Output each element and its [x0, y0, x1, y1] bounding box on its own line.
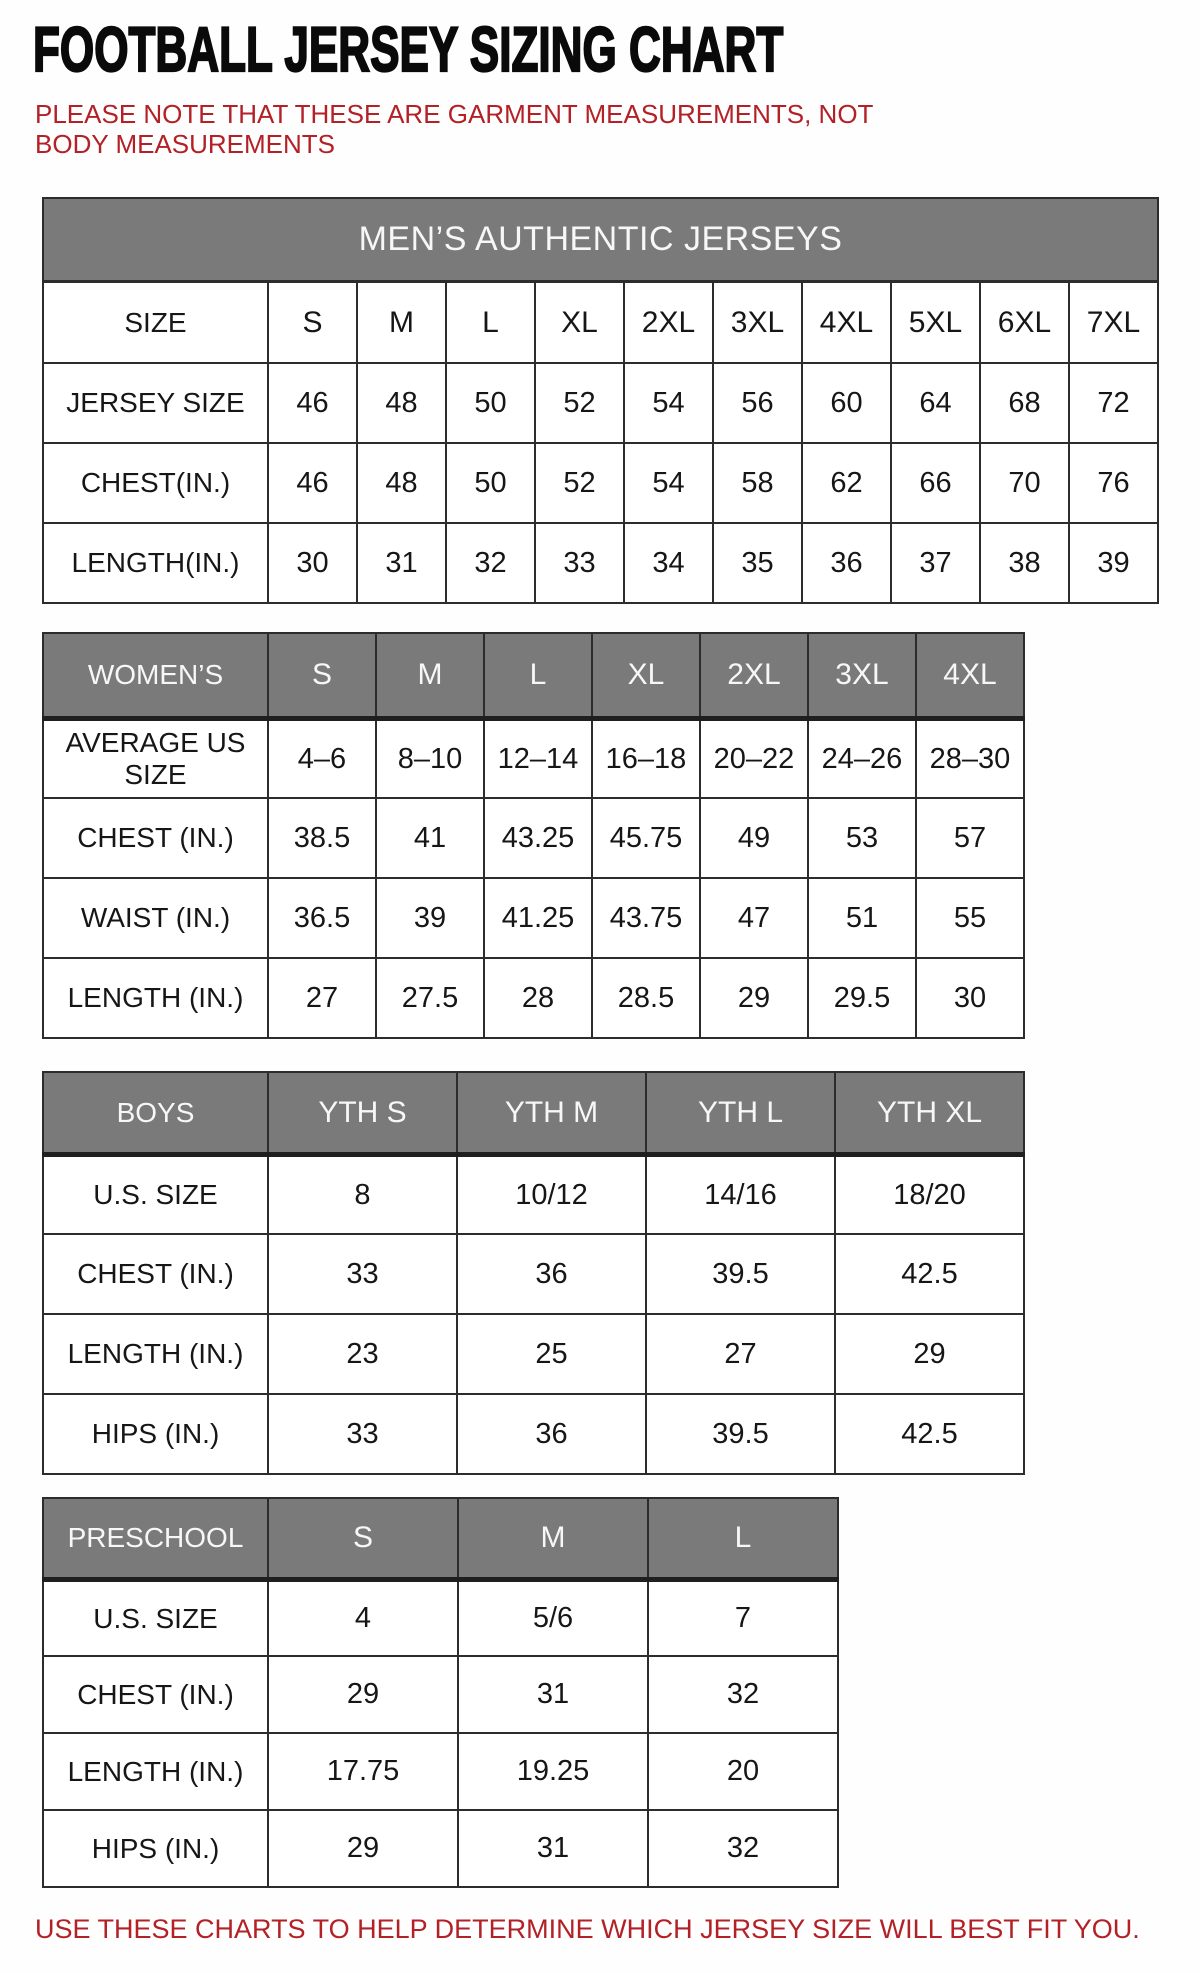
measurement-value: 46	[268, 443, 357, 523]
measurement-value: 60	[802, 363, 891, 443]
measurement-label: LENGTH (IN.)	[43, 958, 268, 1038]
measurement-value: 28	[484, 958, 592, 1038]
measurement-value: 20	[648, 1733, 838, 1810]
measurement-value: 41.25	[484, 878, 592, 958]
page-title: FOOTBALL JERSEY SIZING CHART	[33, 14, 784, 85]
measurement-value: 33	[535, 523, 624, 603]
measurement-value: 43.75	[592, 878, 700, 958]
size-column-header: L	[648, 1498, 838, 1579]
measurement-value: 72	[1069, 363, 1158, 443]
measurement-value: 24–26	[808, 718, 916, 798]
size-column-header: YTH M	[457, 1072, 646, 1154]
measurement-value: 37	[891, 523, 980, 603]
boys-data-row	[43, 1314, 1024, 1394]
measurement-label: WAIST (IN.)	[43, 878, 268, 958]
measurement-value: 33	[268, 1234, 457, 1314]
measurement-value: 17.75	[268, 1733, 458, 1810]
measurement-value: 38.5	[268, 798, 376, 878]
measurement-value: 54	[624, 363, 713, 443]
measurement-value: 8	[268, 1154, 457, 1234]
boys-data-row	[43, 1394, 1024, 1474]
measurement-value: 57	[916, 798, 1024, 878]
measurement-value: 47	[700, 878, 808, 958]
measurement-value: 48	[357, 363, 446, 443]
measurement-value: 28–30	[916, 718, 1024, 798]
measurement-value: 23	[268, 1314, 457, 1394]
measurement-value: 19.25	[458, 1733, 648, 1810]
size-column-header: 3XL	[713, 281, 802, 363]
preschool-data-row	[43, 1733, 838, 1810]
mens-group-label: SIZE	[43, 281, 268, 363]
measurement-value: 29	[835, 1314, 1024, 1394]
womens-group-label: WOMEN’S	[43, 633, 268, 718]
measurement-value: 29.5	[808, 958, 916, 1038]
size-column-header: S	[268, 633, 376, 718]
footer-note: USE THESE CHARTS TO HELP DETERMINE WHICH JERSEY SIZE WILL BEST FIT YOU.	[35, 1914, 1140, 1945]
measurement-value: 8–10	[376, 718, 484, 798]
measurement-value: 32	[648, 1810, 838, 1887]
size-column-header: YTH S	[268, 1072, 457, 1154]
measurement-value: 33	[268, 1394, 457, 1474]
measurement-value: 27	[646, 1314, 835, 1394]
measurement-value: 50	[446, 363, 535, 443]
measurement-label: JERSEY SIZE	[43, 363, 268, 443]
size-column-header: 7XL	[1069, 281, 1158, 363]
mens-data-row	[43, 443, 1158, 523]
measurement-value: 27.5	[376, 958, 484, 1038]
measurement-value: 30	[268, 523, 357, 603]
mens-header-row	[43, 281, 1158, 363]
measurement-value: 55	[916, 878, 1024, 958]
preschool-header-row	[43, 1498, 838, 1579]
size-column-header: 3XL	[808, 633, 916, 718]
mens-data-row	[43, 363, 1158, 443]
measurement-value: 42.5	[835, 1234, 1024, 1314]
measurement-label: LENGTH (IN.)	[43, 1314, 268, 1394]
size-column-header: 4XL	[916, 633, 1024, 718]
measurement-value: 54	[624, 443, 713, 523]
measurement-value: 52	[535, 443, 624, 523]
size-column-header: L	[484, 633, 592, 718]
size-column-header: S	[268, 1498, 458, 1579]
measurement-value: 41	[376, 798, 484, 878]
measurement-value: 62	[802, 443, 891, 523]
preschool-group-label: PRESCHOOL	[43, 1498, 268, 1579]
size-column-header: L	[446, 281, 535, 363]
measurement-value: 18/20	[835, 1154, 1024, 1234]
womens-data-row	[43, 718, 1024, 798]
measurement-label: HIPS (IN.)	[43, 1810, 268, 1887]
measurement-value: 25	[457, 1314, 646, 1394]
measurement-value: 20–22	[700, 718, 808, 798]
measurement-value: 31	[458, 1656, 648, 1733]
measurement-value: 48	[357, 443, 446, 523]
mens-sizing-table	[42, 197, 1159, 604]
measurement-value: 39.5	[646, 1234, 835, 1314]
preschool-data-row	[43, 1579, 838, 1656]
measurement-value: 58	[713, 443, 802, 523]
mens-banner-title: MEN’S AUTHENTIC JERSEYS	[43, 198, 1158, 281]
measurement-label: HIPS (IN.)	[43, 1394, 268, 1474]
womens-table-section	[0, 632, 1200, 1039]
measurement-value: 35	[713, 523, 802, 603]
boys-data-row	[43, 1154, 1024, 1234]
measurement-value: 29	[268, 1810, 458, 1887]
boys-header-row	[43, 1072, 1024, 1154]
womens-header-row	[43, 633, 1024, 718]
measurement-value: 36	[457, 1234, 646, 1314]
measurement-value: 45.75	[592, 798, 700, 878]
measurement-value: 30	[916, 958, 1024, 1038]
measurement-value: 76	[1069, 443, 1158, 523]
measurement-value: 4	[268, 1579, 458, 1656]
measurement-value: 52	[535, 363, 624, 443]
measurement-value: 31	[357, 523, 446, 603]
size-column-header: M	[376, 633, 484, 718]
measurement-value: 46	[268, 363, 357, 443]
size-column-header: 6XL	[980, 281, 1069, 363]
size-column-header: 5XL	[891, 281, 980, 363]
measurement-label: CHEST (IN.)	[43, 1656, 268, 1733]
measurement-value: 32	[446, 523, 535, 603]
measurement-value: 66	[891, 443, 980, 523]
mens-banner-row	[43, 198, 1158, 281]
boys-sizing-table	[42, 1071, 1025, 1475]
boys-table-section	[0, 1071, 1200, 1475]
measurement-value: 49	[700, 798, 808, 878]
measurement-value: 64	[891, 363, 980, 443]
measurement-value: 70	[980, 443, 1069, 523]
measurement-label: LENGTH(IN.)	[43, 523, 268, 603]
mens-table-section	[0, 197, 1200, 604]
size-column-header: 2XL	[624, 281, 713, 363]
preschool-data-row	[43, 1810, 838, 1887]
measurement-value: 16–18	[592, 718, 700, 798]
measurement-value: 36	[802, 523, 891, 603]
womens-sizing-table	[42, 632, 1025, 1039]
size-column-header: S	[268, 281, 357, 363]
measurement-value: 7	[648, 1579, 838, 1656]
mens-data-row	[43, 523, 1158, 603]
measurement-value: 10/12	[457, 1154, 646, 1234]
size-column-header: 4XL	[802, 281, 891, 363]
measurement-label: U.S. SIZE	[43, 1154, 268, 1234]
womens-data-row	[43, 958, 1024, 1038]
measurement-value: 29	[700, 958, 808, 1038]
size-column-header: 2XL	[700, 633, 808, 718]
measurement-label: U.S. SIZE	[43, 1579, 268, 1656]
measurement-value: 14/16	[646, 1154, 835, 1234]
measurement-value: 50	[446, 443, 535, 523]
garment-measurement-note: PLEASE NOTE THAT THESE ARE GARMENT MEASUREMENTS, NOT BODY MEASUREMENTS	[35, 99, 873, 160]
measurement-value: 39	[376, 878, 484, 958]
preschool-table-section	[0, 1497, 1200, 1888]
measurement-value: 56	[713, 363, 802, 443]
measurement-value: 42.5	[835, 1394, 1024, 1474]
measurement-value: 32	[648, 1656, 838, 1733]
measurement-value: 5/6	[458, 1579, 648, 1656]
measurement-value: 4–6	[268, 718, 376, 798]
womens-data-row	[43, 878, 1024, 958]
measurement-value: 38	[980, 523, 1069, 603]
size-column-header: XL	[592, 633, 700, 718]
measurement-value: 29	[268, 1656, 458, 1733]
measurement-value: 27	[268, 958, 376, 1038]
measurement-value: 39	[1069, 523, 1158, 603]
measurement-value: 68	[980, 363, 1069, 443]
measurement-label: CHEST(IN.)	[43, 443, 268, 523]
size-column-header: XL	[535, 281, 624, 363]
measurement-value: 51	[808, 878, 916, 958]
measurement-value: 28.5	[592, 958, 700, 1038]
measurement-value: 36	[457, 1394, 646, 1474]
measurement-value: 53	[808, 798, 916, 878]
size-column-header: M	[458, 1498, 648, 1579]
measurement-label: AVERAGE US SIZE	[43, 718, 268, 798]
preschool-data-row	[43, 1656, 838, 1733]
boys-data-row	[43, 1234, 1024, 1314]
size-column-header: M	[357, 281, 446, 363]
boys-group-label: BOYS	[43, 1072, 268, 1154]
measurement-value: 34	[624, 523, 713, 603]
measurement-label: CHEST (IN.)	[43, 1234, 268, 1314]
measurement-value: 12–14	[484, 718, 592, 798]
measurement-value: 43.25	[484, 798, 592, 878]
size-column-header: YTH L	[646, 1072, 835, 1154]
measurement-label: LENGTH (IN.)	[43, 1733, 268, 1810]
measurement-value: 39.5	[646, 1394, 835, 1474]
measurement-value: 36.5	[268, 878, 376, 958]
measurement-label: CHEST (IN.)	[43, 798, 268, 878]
size-column-header: YTH XL	[835, 1072, 1024, 1154]
womens-data-row	[43, 798, 1024, 878]
preschool-sizing-table	[42, 1497, 839, 1888]
measurement-value: 31	[458, 1810, 648, 1887]
